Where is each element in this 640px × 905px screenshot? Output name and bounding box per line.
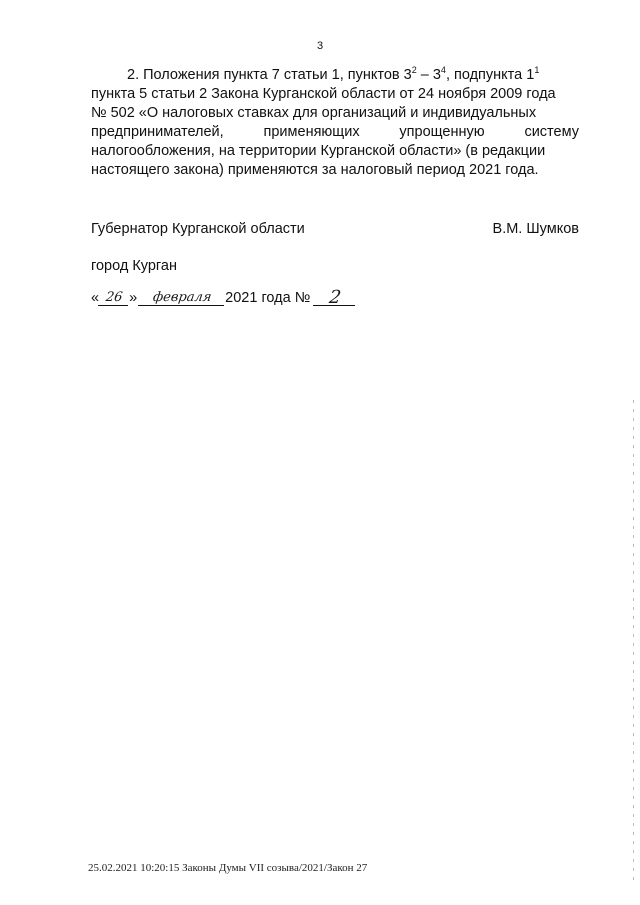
line4-word: предпринимателей, — [91, 124, 224, 140]
footer-stamp: 25.02.2021 10:20:15 Законы Думы VII созыва/2021/Закон 27 — [88, 862, 368, 874]
superscript-2: 4 — [440, 65, 446, 76]
scan-edge-artifact — [633, 400, 634, 880]
handwritten-day: 26 — [98, 291, 130, 306]
open-quote: « — [91, 290, 100, 306]
paragraph-line-5: налогообложения, на территории Курганской области» (в редакции — [91, 143, 546, 159]
handwritten-law-number: 2 — [313, 291, 357, 306]
law-paragraph — [91, 66, 579, 180]
line1-mid: – 3 — [416, 67, 441, 83]
line1-end: , подпункта 1 — [445, 67, 535, 83]
paragraph-line-2: пункта 5 статьи 2 Закона Курганской области от 24 ноября 2009 года — [91, 86, 556, 102]
superscript-1: 2 — [411, 65, 417, 76]
page-number: 3 — [316, 40, 324, 52]
year-text: 2021 года № — [225, 290, 311, 306]
paragraph-line-1 — [91, 66, 579, 85]
close-quote: » — [129, 290, 138, 306]
date-line — [91, 287, 356, 308]
line4-word: систему — [524, 124, 579, 140]
city: город Курган — [91, 258, 177, 274]
line4-word: применяющих — [263, 124, 360, 140]
paragraph-line-3: № 502 «О налоговых ставках для организаций и индивидуальных — [91, 105, 537, 121]
line4-word: упрощенную — [399, 124, 485, 140]
signatory-name: В.М. Шумков — [492, 221, 579, 237]
paragraph-line-4 — [91, 123, 579, 142]
handwritten-month: февраля — [138, 291, 226, 306]
signatory-position: Губернатор Курганской области — [91, 221, 305, 237]
line1-start: 2. Положения пункта 7 статьи 1, пунктов 3 — [127, 67, 412, 83]
signature-block — [91, 221, 579, 237]
superscript-3: 1 — [534, 65, 540, 76]
paragraph-line-6: настоящего закона) применяются за налоговый период 2021 года. — [91, 162, 539, 178]
